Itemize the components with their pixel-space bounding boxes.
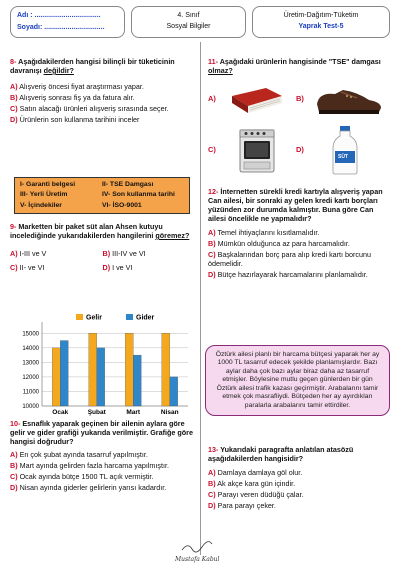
- question-number: 11-: [208, 57, 218, 66]
- student-info-box: [10, 6, 125, 38]
- option-c[interactable]: C) Ocak ayında bütçe 1500 TL açık vermiştir.: [10, 472, 154, 481]
- question-text: Marketten bir paket süt alan Ahsen kutuyu incelediğinde yukarıdakilerden hangilerini: [10, 222, 163, 240]
- column-divider: [200, 42, 201, 555]
- topic-label: Üretim-Dağıtım-Tüketim: [283, 12, 359, 20]
- question-8: [10, 57, 195, 124]
- subject-label: Sosyal Bilgiler: [166, 23, 211, 30]
- legend-label: Gider: [136, 314, 155, 322]
- question-9: [10, 222, 195, 272]
- author-signature: [175, 541, 219, 563]
- worksheet-header: [10, 6, 390, 38]
- option-a[interactable]: A) Temel ihtiyaçlarını kısıtlamalıdır.: [208, 228, 320, 237]
- question-number: 8-: [10, 57, 17, 66]
- legend-swatch: [126, 314, 133, 320]
- bar-gider: [133, 355, 141, 406]
- option-d[interactable]: D) Para parayı çeker.: [208, 501, 276, 510]
- x-tick-label: Mart: [126, 409, 141, 416]
- question-10: [10, 419, 195, 492]
- question-12: [208, 187, 393, 279]
- option-b[interactable]: B) Ak akçe kara gün içindir.: [208, 479, 296, 488]
- y-tick-label: 11000: [22, 389, 39, 396]
- income-expense-bar-chart: [8, 310, 196, 420]
- milk-bottle-label: SÜT: [338, 154, 348, 160]
- table-item: VI- İSO-9001: [102, 201, 142, 209]
- book-image[interactable]: [228, 84, 284, 116]
- x-tick-label: Ocak: [52, 409, 69, 416]
- table-item: II- TSE Damgası: [102, 181, 154, 188]
- option-b[interactable]: B) Mümkün olduğunca az para harcamalıdır.: [208, 239, 350, 248]
- table-item: IV- Son kullanma tarihi: [102, 191, 175, 199]
- signature-text: Mustafa Kabul: [175, 555, 220, 563]
- option-c[interactable]: C) Satın alacağı ürünleri alışveriş sırasında seçer.: [10, 104, 169, 113]
- question-number: 13-: [208, 445, 219, 454]
- grade-label: 4. Sınıf: [177, 12, 200, 20]
- option-b-label[interactable]: B): [296, 94, 304, 103]
- story-paragraph-box: [205, 345, 390, 416]
- question-text: Aşağıdakilerden hangisi bilinçli bir tüketicinin davranışı: [10, 57, 175, 75]
- bar-gider: [60, 341, 68, 406]
- y-tick-label: 14000: [22, 345, 39, 352]
- question-number: 12-: [208, 187, 219, 196]
- option-c[interactable]: C) II- ve VI: [10, 263, 45, 272]
- table-item: I- Garanti belgesi: [20, 181, 76, 188]
- course-box: [131, 6, 246, 38]
- option-b[interactable]: B) Mart ayında gelirden fazla harcama yapılmıştır.: [10, 461, 170, 470]
- signature-flourish-icon: [180, 541, 214, 553]
- legend-swatch: [76, 314, 83, 320]
- question-number: 10-: [10, 419, 21, 428]
- option-c-label[interactable]: C): [208, 145, 216, 154]
- legend-label: Gelir: [86, 314, 102, 322]
- question-emphasis: göremez?: [155, 231, 190, 240]
- question-emphasis: olmaz?: [208, 66, 233, 75]
- option-b[interactable]: B) Alışveriş sonrası fiş ya da fatura alır.: [10, 93, 135, 102]
- y-tick-label: 15000: [22, 331, 39, 338]
- stove-image[interactable]: [237, 128, 277, 174]
- bar-gider: [97, 348, 105, 406]
- milk-bottle-image[interactable]: [330, 124, 360, 176]
- question-number: 9-: [10, 222, 17, 231]
- name-field[interactable]: Adı : ..................................: [17, 11, 101, 19]
- question-text: Aşağıdaki ürünlerin hangisinde "TSE" damgası: [219, 57, 381, 66]
- table-item: V- İçindekiler: [20, 201, 62, 209]
- story-paragraph: Öztürk ailesi planlı bir harcama bütçesi yaparak her ay 1000 TL tasarruf edecek şekilde planlamışlardır. Bazı aylar daha çok bazı aylar biraz daha az tasarruf etmişler. Böylesine mutlu geçen günlerden bir gün Öztürk ailesi trafik kazası geçirmiştir. Arabalarını tamir etmek çok masrafliydi. Bütçeden her ay ayırdıkları paralarla arabalarını tamir ettirdiler.: [215, 351, 380, 409]
- question-13: [208, 445, 393, 510]
- items-table: [14, 177, 190, 214]
- bar-gelir: [52, 348, 60, 406]
- y-tick-label: 10000: [22, 404, 39, 410]
- surname-field[interactable]: Soyadı: ...............................: [17, 23, 105, 31]
- option-d[interactable]: D) Nisan ayında giderler gelirlerin yarısı kadardır.: [10, 483, 167, 492]
- option-d-label[interactable]: D): [296, 145, 304, 154]
- y-tick-label: 13000: [22, 360, 39, 367]
- option-a[interactable]: A) Damlaya damlaya göl olur.: [208, 468, 303, 477]
- x-tick-label: Şubat: [87, 409, 106, 416]
- option-c[interactable]: C) Parayı veren düdüğü çalar.: [208, 490, 304, 499]
- topic-box: [252, 6, 390, 38]
- question-text: Yukarıdaki paragrafta anlatılan atasözü aşağıdakilerden hangisidir?: [208, 445, 354, 463]
- bar-gelir: [125, 333, 133, 406]
- x-tick-label: Nisan: [160, 409, 179, 416]
- test-label: Yaprak Test-5: [298, 23, 344, 30]
- y-tick-label: 12000: [22, 374, 39, 381]
- question-text: Esnaflık yaparak geçinen bir ailenin aylara göre gelir ve gider grafiği yukarıda verilmiştir. Grafiğe göre hangisi doğrudur?: [10, 419, 193, 446]
- option-c[interactable]: C) Başkalarından borç para alıp kredi kartı borcunu ödemelidir.: [208, 250, 372, 268]
- question-emphasis: değildir?: [43, 66, 74, 75]
- option-d[interactable]: D) Ürünlerin son kullanma tarihini inceler: [10, 115, 140, 124]
- bar-gider: [170, 377, 178, 406]
- question-11: [208, 57, 393, 75]
- option-a-label[interactable]: A): [208, 94, 216, 103]
- option-b[interactable]: B) III-IV ve VI: [102, 249, 146, 258]
- option-a[interactable]: A) Alışveriş öncesi fiyat araştırması yapar.: [10, 82, 144, 91]
- table-item: III- Yerli Üretim: [20, 191, 68, 199]
- question-text: İnternetten sürekli kredi kartıyla alışveriş yapan Can ailesi, bir sonraki ay gelen kredi kartı borçları yüzünden zor durumda kalmıştır. Buna göre Can ailesi öncelikle ne yapmalıdır?: [208, 187, 383, 223]
- option-d[interactable]: D) Bütçe hazırlayarak harcamalarını planlamalıdır.: [208, 270, 368, 279]
- option-a[interactable]: A) I-III ve V: [10, 249, 47, 258]
- bar-gelir: [89, 333, 97, 406]
- option-a[interactable]: A) En çok şubat ayında tasarruf yapılmıştır.: [10, 450, 148, 459]
- bar-gelir: [162, 333, 170, 406]
- shoe-image[interactable]: [313, 84, 385, 118]
- option-d[interactable]: D) I ve VI: [102, 263, 133, 272]
